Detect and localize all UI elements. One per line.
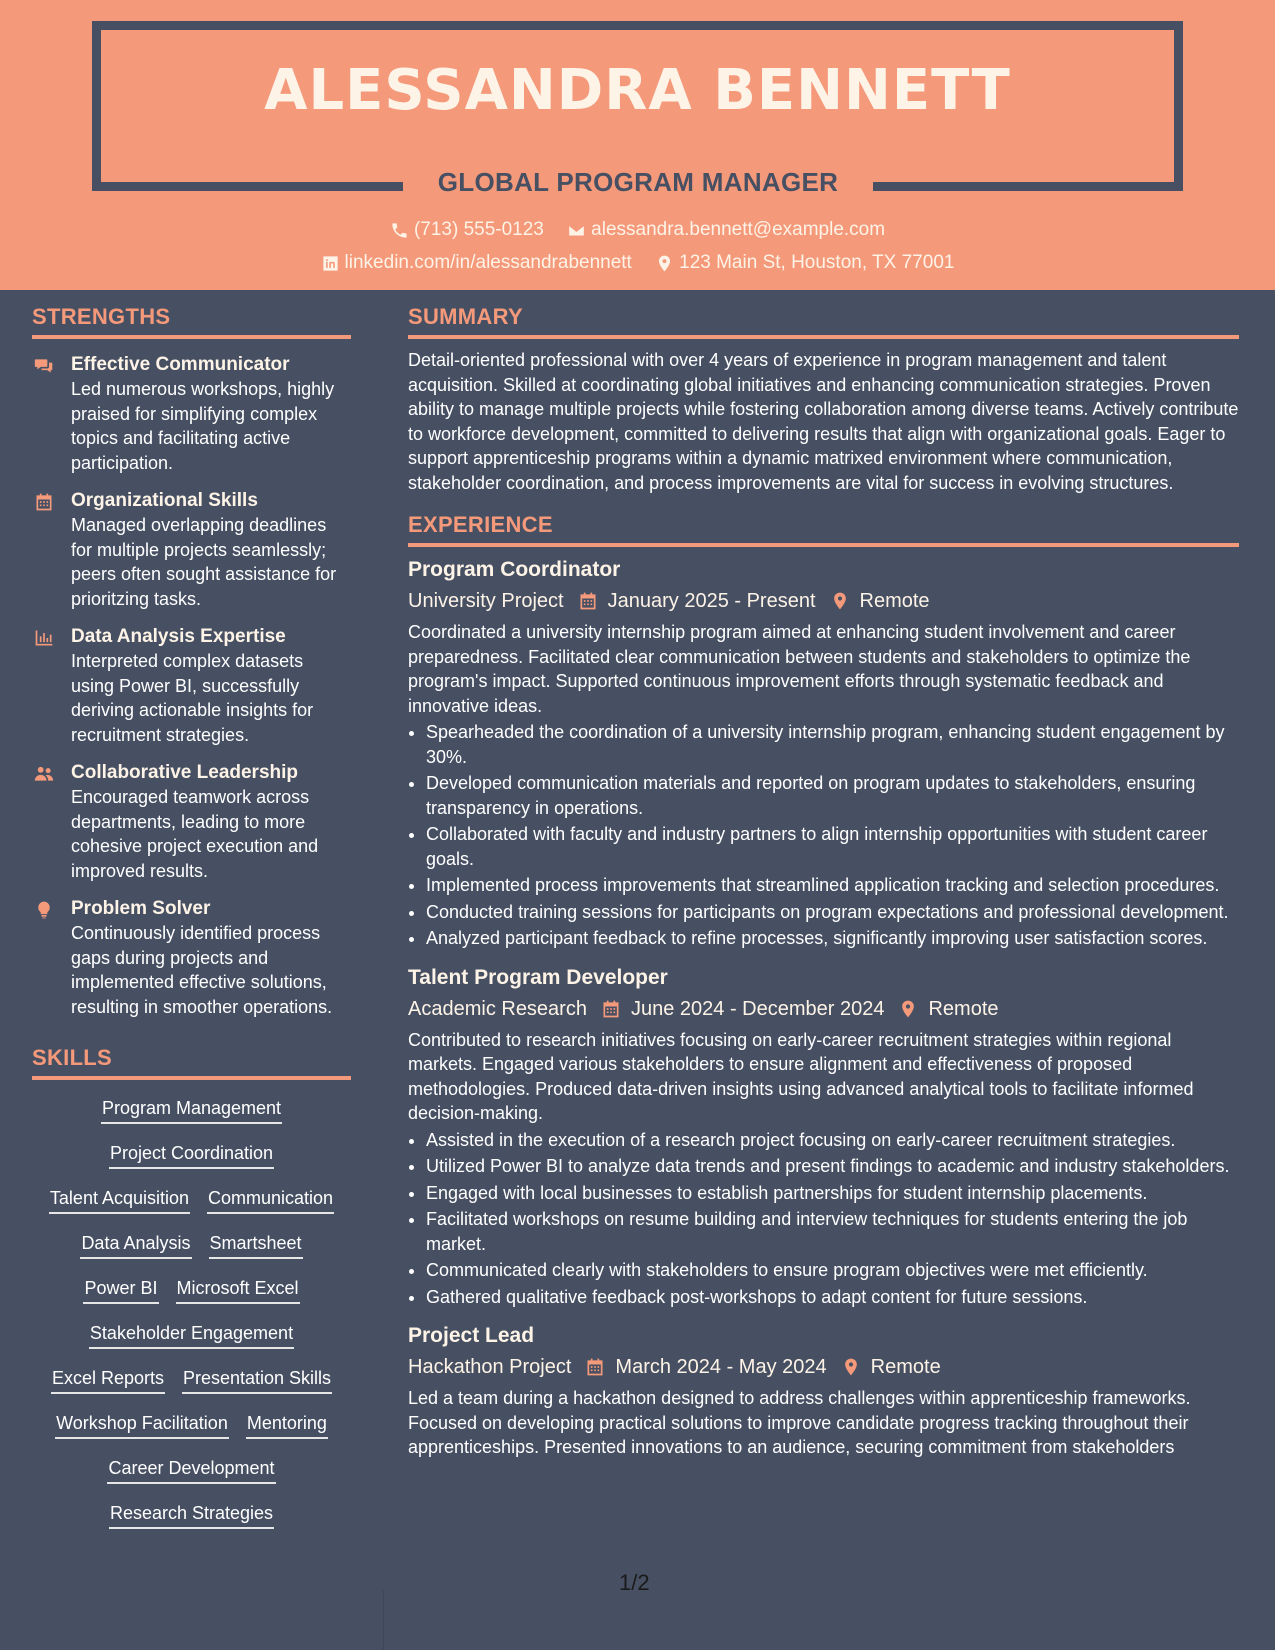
strength-desc: Interpreted complex datasets using Power BI, successfully deriving actionable insights for recruitment strategies. (71, 651, 314, 745)
skill-tag: Talent Acquisition (49, 1186, 190, 1214)
email-text: alessandra.bennett@example.com (591, 219, 886, 240)
skill-tag: Stakeholder Engagement (89, 1321, 294, 1349)
bullet-item: • Spearheaded the coordination of a university internship program, enhancing student engagement by 30%. (426, 720, 1239, 769)
left-column (32, 304, 351, 1546)
skill-tag: Workshop Facilitation (55, 1411, 229, 1439)
bullet-item: • Conducted training sessions for participants on program expectations and professional development. (426, 900, 1239, 925)
strength-item (32, 625, 351, 747)
skill-tag: Mentoring (246, 1411, 328, 1439)
strength-item (32, 353, 351, 475)
page-number: 1/2 (619, 1570, 650, 1595)
skill-row (32, 1276, 351, 1321)
bullet-item: • Communicated clearly with stakeholders to ensure program objectives were met efficiently. (426, 1258, 1239, 1283)
bar-chart-icon (34, 628, 54, 648)
strength-desc: Managed overlapping deadlines for multiple projects seamlessly; peers often sought assistance for prioritzing tasks. (71, 515, 337, 609)
bullet-item: • Implemented process improvements that streamlined application tracking and selection procedures. (426, 873, 1239, 898)
bullet-item: • Gathered qualitative feedback post-workshops to adapt content for future sessions. (426, 1285, 1239, 1310)
skill-row (32, 1141, 351, 1186)
map-marker-icon (830, 591, 850, 611)
skill-tag: Data Analysis (80, 1231, 191, 1259)
strength-title: Problem Solver (71, 898, 211, 919)
job-description: Coordinated a university internship program aimed at enhancing student involvement and career preparedness. Facilitated clear communication between students and stakeholders to optimize the program's impact. Supported continuous improvement efforts through systematic feedback and innovative ideas. (408, 622, 1191, 716)
strength-item (32, 761, 351, 883)
calendar-icon (578, 591, 598, 611)
linkedin-text: linkedin.com/in/alessandrabennett (344, 252, 632, 273)
strength-title: Data Analysis Expertise (71, 626, 286, 647)
skill-tag: Excel Reports (51, 1366, 165, 1394)
header-frame-bottom-left (92, 182, 403, 191)
phone-icon (390, 221, 409, 240)
skill-tag: Program Management (101, 1096, 282, 1124)
skill-tag: Career Development (107, 1456, 275, 1484)
job-dates: June 2024 - December 2024 (630, 997, 885, 1020)
comments-icon (34, 356, 54, 376)
summary-heading: SUMMARY (408, 304, 1239, 339)
linkedin-icon (321, 254, 340, 273)
job-meta (408, 586, 1239, 616)
map-marker-icon (898, 999, 918, 1019)
bullet-item: • Facilitated workshops on resume building and interview techniques for students entering the job market. (426, 1207, 1239, 1256)
bullet-item: • Assisted in the execution of a research project focusing on early-career recruitment strategies. (426, 1128, 1239, 1153)
calendar-icon (585, 1357, 605, 1377)
job-org: Academic Research (408, 997, 587, 1020)
skill-tag: Presentation Skills (182, 1366, 332, 1394)
job-dates: January 2025 - Present (607, 590, 816, 612)
skill-row (32, 1321, 351, 1366)
bullet-item: • Engaged with local businesses to establish partnerships for student internship placements. (426, 1181, 1239, 1206)
bullet-item: • Utilized Power BI to analyze data trends and present findings to academic and industry stakeholders. (426, 1154, 1239, 1179)
skill-row (32, 1231, 351, 1276)
job-dates: March 2024 - May 2024 (615, 1356, 827, 1378)
users-icon (34, 764, 54, 784)
skill-row (32, 1366, 351, 1411)
bullet-item: • Collaborated with faculty and industry partners to align internship opportunities with student career goals. (426, 822, 1239, 871)
job-entry (408, 1321, 1239, 1460)
strengths-heading: STRENGTHS (32, 304, 351, 339)
skill-tag: Project Coordination (109, 1141, 274, 1169)
job-location: Remote (870, 1356, 941, 1378)
bullet-item: • Developed communication materials and reported on program updates to stakeholders, ensuring transparency in operations. (426, 771, 1239, 820)
right-column (408, 304, 1239, 1460)
job-bullets (408, 1128, 1239, 1310)
address-contact (655, 252, 954, 274)
skill-row (32, 1096, 351, 1141)
strength-title: Organizational Skills (71, 490, 258, 511)
skill-tag: Research Strategies (109, 1501, 274, 1529)
job-title-text: Program Coordinator (408, 558, 621, 581)
job-entry (408, 555, 1239, 951)
job-location: Remote (928, 997, 999, 1020)
strength-title: Effective Communicator (71, 354, 290, 375)
job-org: University Project (408, 590, 564, 612)
address-text: 123 Main St, Houston, TX 77001 (679, 252, 955, 273)
skill-tag: Power BI (83, 1276, 158, 1304)
skill-tag: Microsoft Excel (176, 1276, 300, 1304)
strength-item (32, 489, 351, 611)
calendar-icon (601, 999, 621, 1019)
job-entry (408, 963, 1239, 1310)
strength-title: Collaborative Leadership (71, 762, 299, 783)
envelope-icon (567, 221, 586, 240)
job-meta (408, 994, 1239, 1024)
strength-desc: Encouraged teamwork across departments, leading to more cohesive project execution and improved results. (71, 787, 319, 881)
phone-text: (713) 555-0123 (413, 219, 544, 240)
skill-row (32, 1411, 351, 1456)
strength-desc: Led numerous workshops, highly praised for simplifying complex topics and facilitating active participation. (71, 379, 335, 473)
column-divider (383, 1590, 384, 1650)
skills-heading: SKILLS (32, 1045, 351, 1080)
job-title: GLOBAL PROGRAM MANAGER (437, 167, 839, 197)
candidate-name: ALESSANDRA BENNETT (264, 58, 1011, 123)
map-marker-icon (841, 1357, 861, 1377)
skill-row (32, 1186, 351, 1231)
skills-list (32, 1096, 351, 1546)
summary-text: Detail-oriented professional with over 4 years of experience in program management and talent acquisition. Skilled at coordinating global initiatives and enhancing communication strategies. Proven ability to manage multiple projects while fostering collaboration among diverse teams. Actively contribute to workforce development, committed to delivering results that align with organizational goals. Eager to support apprenticeship programs within a dynamic matrixed environment where communication, stakeholder coordination, and process improvements are vital for success in evolving structures. (408, 350, 1239, 493)
job-title-text: Project Lead (408, 1324, 535, 1347)
skill-tag: Smartsheet (209, 1231, 303, 1259)
lightbulb-icon (34, 900, 54, 920)
contact-line-2 (0, 252, 1275, 279)
skill-row (32, 1501, 351, 1546)
experience-heading: EXPERIENCE (408, 512, 1239, 547)
phone-contact[interactable] (390, 219, 544, 241)
linkedin-contact[interactable] (321, 252, 632, 274)
strength-desc: Continuously identified process gaps during projects and implemented effective solutions, resulting in smoother operations. (71, 923, 333, 1017)
job-bullets (408, 720, 1239, 951)
email-contact[interactable] (567, 219, 885, 241)
calendar-icon (34, 492, 54, 512)
job-org: Hackathon Project (408, 1356, 572, 1378)
job-description: Contributed to research initiatives focusing on early-career recruitment strategies within regional markets. Engaged various stakeholders to ensure alignment and effectiveness of proposed methodologies. Produced data-driven insights using advanced analytical tools to facilitate informed decision-making. (408, 1029, 1194, 1123)
contact-line-1 (0, 219, 1275, 246)
job-description: Led a team during a hackathon designed to address challenges within apprenticeship frameworks. Focused on developing practical solutions to improve candidate progress tracking throughout their apprenticeships. Presented innovations to an audience, securing commitment from stakeholders (408, 1388, 1191, 1457)
skill-row (32, 1456, 351, 1501)
skill-tag: Communication (207, 1186, 334, 1214)
job-meta (408, 1352, 1239, 1382)
job-title-text: Talent Program Developer (408, 965, 668, 989)
strength-item (32, 897, 351, 1019)
bullet-item: • Analyzed participant feedback to refine processes, significantly improving user satisfaction scores. (426, 926, 1239, 951)
job-location: Remote (859, 590, 930, 612)
map-marker-icon (655, 254, 674, 273)
header-frame-bottom-right (873, 182, 1183, 191)
